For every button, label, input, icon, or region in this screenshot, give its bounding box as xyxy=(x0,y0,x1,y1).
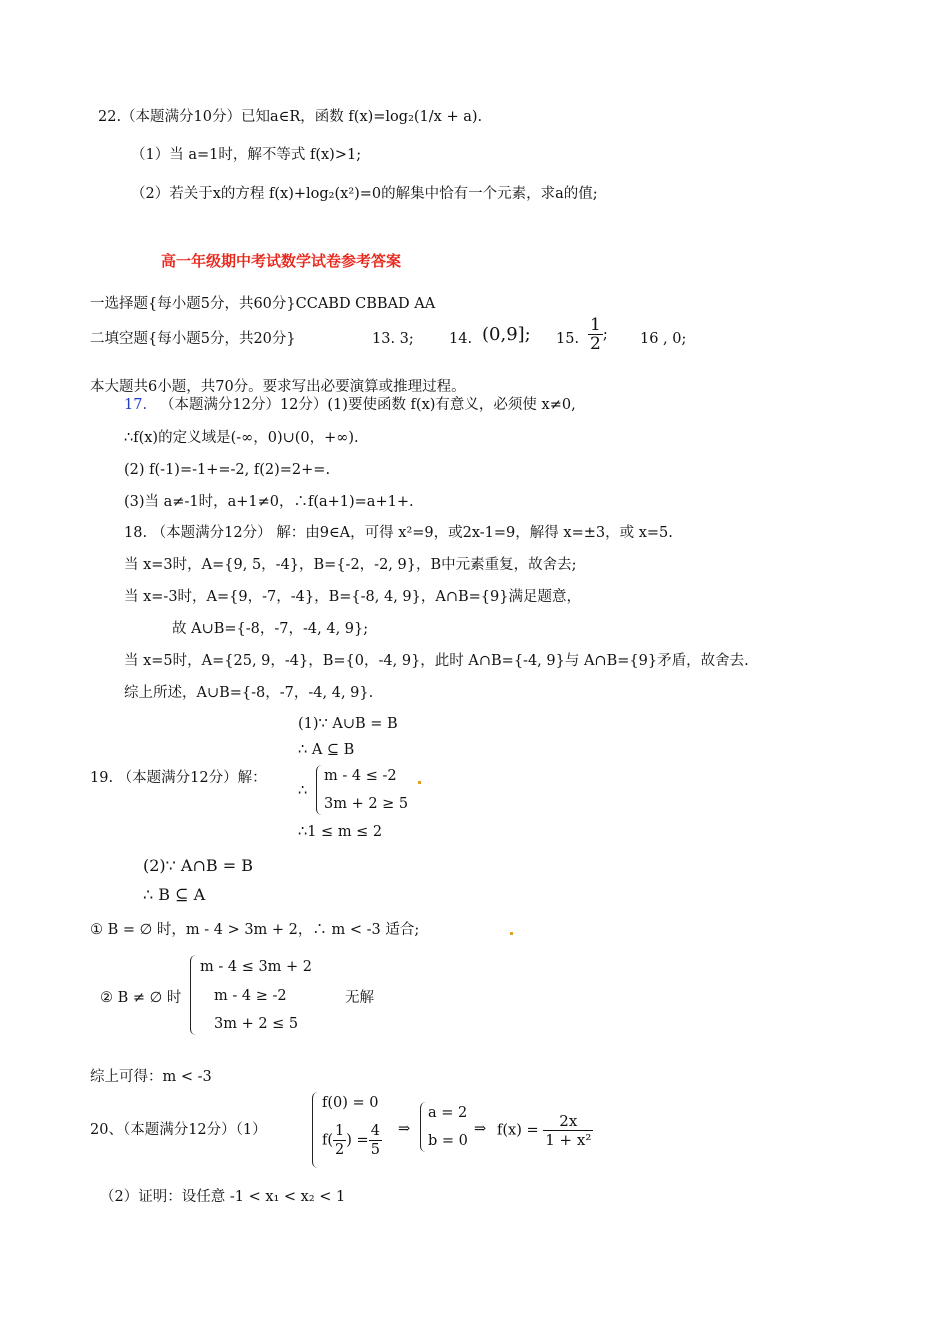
section-solutions-intro: 本大题共6小题，共70分。要求写出必要演算或推理过程。 xyxy=(90,379,466,395)
q19-result1: ∴1 ≤ m ≤ 2 xyxy=(298,824,383,840)
q17-line4: (3)当 a≠-1时，a+1≠0，∴f(a+1)=a+1+. xyxy=(124,494,414,510)
q20-result-brace xyxy=(420,1102,426,1152)
answer-14-value: (0,9]; xyxy=(482,324,531,345)
q19-part2-line2: ∴ B ⊆ A xyxy=(143,885,206,904)
q18-line4: 故 A∪B={-8，-7，-4, 4, 9}; xyxy=(172,621,369,637)
fill-blank-label: 二填空题{每小题5分，共20分} xyxy=(90,331,296,347)
answer-15-numerator: 1 xyxy=(590,315,601,335)
q18-line5: 当 x=5时，A={25, 9，-4}，B={0，-4, 9}，此时 A∩B={-4, 9}与 A∩B={9}矛盾，故舍去. xyxy=(124,653,749,669)
q19-system1-brace xyxy=(316,765,323,815)
q17-line1: （本题满分12分）12分）(1)要使函数 f(x)有意义，必须使 x≠0, xyxy=(160,397,576,413)
q19-therefore: ∴ xyxy=(298,783,308,799)
q19-label: 19. （本题满分12分）解： xyxy=(90,770,267,786)
section-choice-answers: 一选择题{每小题5分，共60分}CCABD CBBAD AA xyxy=(90,296,436,312)
q18-line1: 18. （本题满分12分） 解：由9∈A，可得 x²=9，或2x-1=9，解得 x=±3，或 x=5. xyxy=(124,525,673,541)
answer-15-denominator: 2 xyxy=(590,334,601,354)
q20-implies-arrow-2: ⇒ xyxy=(474,1121,487,1137)
q20-system-b: f( $\frac{1}{2}$ ) = $\frac{4}{5}$ xyxy=(322,1123,380,1158)
q19-system2-brace xyxy=(190,955,198,1035)
q20-result-b: b = 0 xyxy=(428,1133,468,1149)
q20-system-brace xyxy=(312,1092,319,1168)
q18-line3: 当 x=-3时，A={9，-7，-4}，B={-8, 4, 9}，A∩B={9}满足题意， xyxy=(124,589,581,605)
q20-proof: （2）证明：设任意 -1 < x₁ < x₂ < 1 xyxy=(100,1189,346,1205)
q17-number: 17. xyxy=(124,397,148,413)
q19-system2-b: m - 4 ≥ -2 xyxy=(214,988,287,1004)
q19-part2-line1: (2)∵ A∩B = B xyxy=(143,856,253,875)
q19-case2-label: ② B ≠ ∅ 时 xyxy=(100,990,182,1006)
answer-16: 16 , 0; xyxy=(640,331,687,347)
stray-mark xyxy=(510,932,513,935)
q20-function: f(x) = $\frac{2x}{\text{1 + x²}}$ xyxy=(497,1112,592,1149)
q19-no-solution: 无解 xyxy=(345,990,374,1006)
q19-conclusion: 综上可得：m < -3 xyxy=(90,1069,212,1085)
q20-result-a: a = 2 xyxy=(428,1105,468,1121)
answer-title: 高一年级期中考试数学试卷参考答案 xyxy=(161,252,402,270)
q18-line2: 当 x=3时，A={9, 5，-4}，B={-2，-2, 9}，B中元素重复，故舍去; xyxy=(124,557,577,573)
answer-14-label: 14. xyxy=(449,331,473,347)
q20-implies-arrow-1: ⇒ xyxy=(398,1121,411,1137)
q17-line3: (2) f(-1)=-1+=-2, f(2)=2+=. xyxy=(124,462,331,478)
q18-line6: 综上所述，A∪B={-8，-7，-4, 4, 9}. xyxy=(124,685,374,701)
q17-line2: ∴f(x)的定义域是(-∞，0)∪(0，+∞). xyxy=(124,430,359,446)
q20-system-a: f(0) = 0 xyxy=(322,1095,379,1111)
q19-case1: ① B = ∅ 时，m - 4 > 3m + 2，∴ m < -3 适合; xyxy=(90,922,420,938)
stray-mark xyxy=(418,781,421,784)
q19-part1-line2: ∴ A ⊆ B xyxy=(298,742,355,758)
q19-system1-a: m - 4 ≤ -2 xyxy=(324,768,397,784)
answer-15-label: 15. xyxy=(556,331,580,347)
q19-system2-c: 3m + 2 ≤ 5 xyxy=(214,1016,299,1032)
q19-system1-b: 3m + 2 ≥ 5 xyxy=(324,796,409,812)
q22-line2: （1）当 a=1时，解不等式 f(x)>1; xyxy=(131,147,362,163)
answer-15-fraction: $\frac{1}{2}$ ; xyxy=(590,315,608,354)
answer-13: 13. 3; xyxy=(372,331,414,347)
q22-line3: （2）若关于x的方程 f(x)+log₂(x²)=0的解集中恰有一个元素，求a的值; xyxy=(131,186,598,202)
q20-label: 20、（本题满分12分）（1） xyxy=(90,1122,267,1138)
q19-part1-line1: (1)∵ A∪B = B xyxy=(298,716,398,732)
q19-system2-a: m - 4 ≤ 3m + 2 xyxy=(200,959,313,975)
q22-line1: 22.（本题满分10分）已知a∈R，函数 f(x)=log₂(1/x + a). xyxy=(98,109,483,125)
